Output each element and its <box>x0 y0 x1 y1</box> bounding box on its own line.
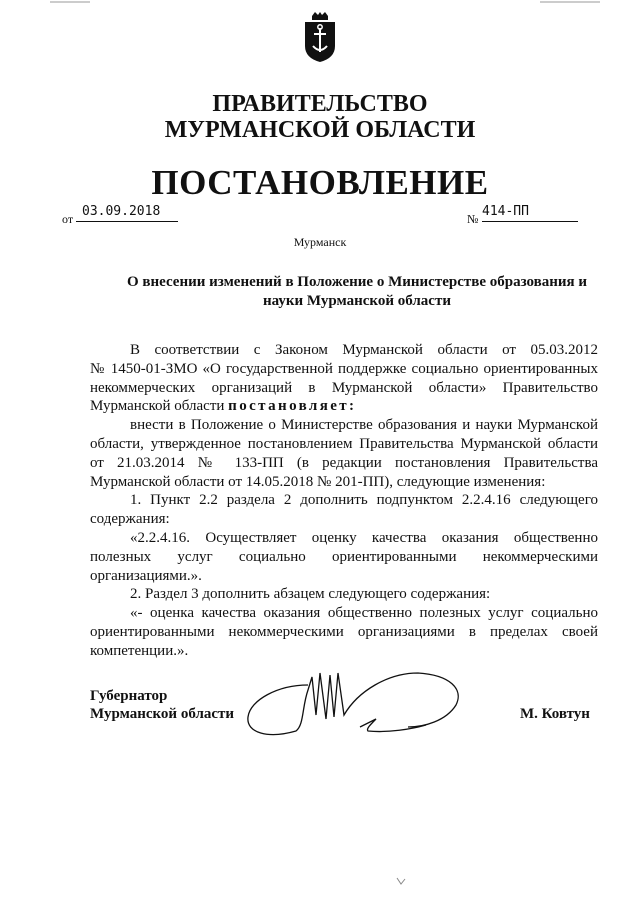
body-line: 2. Раздел 3 дополнить абзацем следующего содержания: <box>130 586 491 603</box>
decree-word: постановляет: <box>228 398 357 415</box>
date-value: 03.09.2018 <box>76 204 178 222</box>
signatory-name: М. Ковтун <box>520 706 590 722</box>
body-line: внести в Положение о Министерстве образования и науки Мурманской <box>130 417 598 434</box>
body-line: «- оценка качества оказания общественно полезных услуг социально <box>130 605 598 622</box>
body-line: В соответствии с Законом Мурманской области от 05.03.2012 <box>130 342 598 358</box>
body-line: Мурманской области от 14.05.2018 № 201-ПП), следующие изменения: <box>90 473 546 490</box>
body-line-text: Мурманской области <box>90 398 225 415</box>
body-line: компетенции.». <box>90 642 189 659</box>
body-line: ориентированными некоммерческими организациями в пределах своей <box>90 623 598 640</box>
body-line: «2.2.4.16. Осуществляет оценку качества оказания общественно <box>130 529 598 546</box>
number-value: 414-ПП <box>482 204 578 222</box>
subject-line1: О внесении изменений в Положение о Министерстве образования и <box>126 274 588 290</box>
scan-mark <box>395 876 409 886</box>
city: Мурманск <box>293 235 347 249</box>
body-line: содержания: <box>90 511 170 528</box>
body-line: от 21.03.2014 № 133-ПП (в редакции постановления Правительства <box>90 454 598 471</box>
org-name-line1: ПРАВИТЕЛЬСТВО <box>212 91 428 117</box>
scan-mark <box>540 0 600 6</box>
subject-line2: науки Мурманской области <box>263 293 451 309</box>
coat-of-arms-icon <box>303 12 337 62</box>
body-line: организациями.». <box>90 567 202 584</box>
body-line: полезных услуг социально ориентированными некоммерческими <box>90 548 598 565</box>
body-line: области, утвержденное постановлением Правительства Мурманской области <box>90 435 598 452</box>
document-body <box>90 341 598 661</box>
signatory-title-line1: Губернатор <box>90 688 168 704</box>
org-name-line2: МУРМАНСКОЙ ОБЛАСТИ <box>164 117 476 143</box>
body-line: некоммерческих организаций в Мурманской области» Правительство <box>90 379 598 396</box>
body-line <box>90 397 598 416</box>
scan-mark <box>50 0 90 6</box>
date-label: от <box>62 212 74 226</box>
body-line: 1. Пункт 2.2 раздела 2 дополнить подпунктом 2.2.4.16 следующего <box>130 492 598 509</box>
handwritten-signature <box>238 655 478 765</box>
body-line: № 1450-01-ЗМО «О государственной поддержке социально ориентированных <box>90 360 598 377</box>
document-type-title: ПОСТАНОВЛЕНИЕ <box>151 163 489 202</box>
number-label: № <box>467 212 479 226</box>
signatory-title-line2: Мурманской области <box>90 706 235 722</box>
